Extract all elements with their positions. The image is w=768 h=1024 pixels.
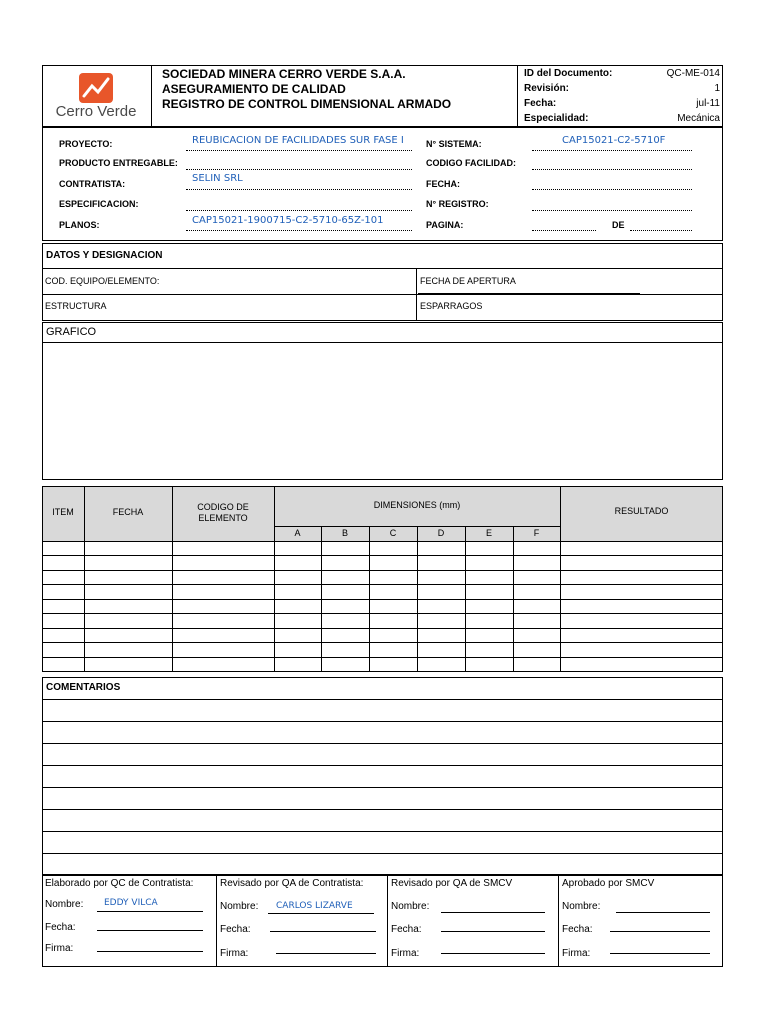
table-row[interactable] xyxy=(42,613,723,614)
comment-line[interactable] xyxy=(42,787,723,788)
col-codigo-header-2: ELEMENTO xyxy=(198,513,248,523)
planos-label: PLANOS: xyxy=(59,220,100,230)
col-fecha-header: FECHA xyxy=(112,507,144,517)
cod-equipo-label: COD. EQUIPO/ELEMENTO: xyxy=(45,276,160,286)
firma-label: Firma: xyxy=(220,948,249,959)
grafico-title: GRAFICO xyxy=(46,326,97,338)
signature-title: Revisado por QA de Contratista: xyxy=(220,878,364,889)
signature-title: Revisado por QA de SMCV xyxy=(391,878,513,889)
table-row[interactable] xyxy=(42,599,723,600)
proyecto-label: PROYECTO: xyxy=(59,139,113,149)
comment-line[interactable] xyxy=(42,721,723,722)
col-resultado-header: RESULTADO xyxy=(614,506,669,516)
col-codigo-header-1: CODIGO DE xyxy=(197,502,249,512)
esparragos-label: ESPARRAGOS xyxy=(420,301,483,311)
contratista-value[interactable]: SELIN SRL xyxy=(192,173,243,184)
fecha-line[interactable] xyxy=(441,931,545,932)
proyecto-value[interactable]: REUBICACION DE FACILIDADES SUR FASE I xyxy=(192,135,404,146)
table-row[interactable] xyxy=(42,584,723,585)
fecha-label: Fecha: xyxy=(220,924,251,935)
meta-id-value: QC-ME-014 xyxy=(666,68,720,79)
planos-value[interactable]: CAP15021-1900715-C2-5710-65Z-101 xyxy=(192,215,384,226)
firma-line[interactable] xyxy=(276,953,376,954)
sistema-value[interactable]: CAP15021-C2-5710F xyxy=(562,135,666,146)
table-row[interactable] xyxy=(42,657,723,658)
producto-entregable-label: PRODUCTO ENTREGABLE: xyxy=(59,158,178,168)
pagina-de-label: DE xyxy=(612,220,625,230)
comment-line[interactable] xyxy=(42,853,723,854)
company-logo xyxy=(46,70,146,122)
logo-text: Cerro Verde xyxy=(55,103,137,120)
fecha-line[interactable] xyxy=(610,931,710,932)
nombre-value[interactable]: EDDY VILCA xyxy=(104,898,158,908)
dim-a-header: A xyxy=(294,528,301,538)
table-row[interactable] xyxy=(42,555,723,556)
fecha-label: Fecha: xyxy=(391,924,422,935)
company-name: SOCIEDAD MINERA CERRO VERDE S.A.A. xyxy=(162,67,406,81)
nombre-label: Nombre: xyxy=(45,899,84,910)
nombre-label: Nombre: xyxy=(562,901,601,912)
fecha-line[interactable] xyxy=(97,930,203,931)
comment-line[interactable] xyxy=(42,699,723,700)
table-row[interactable] xyxy=(42,642,723,643)
nombre-line[interactable] xyxy=(616,912,710,913)
form-title: REGISTRO DE CONTROL DIMENSIONAL ARMADO xyxy=(162,97,452,111)
firma-line[interactable] xyxy=(97,951,203,952)
nombre-line[interactable] xyxy=(441,912,545,913)
fecha-label: Fecha: xyxy=(562,924,593,935)
contratista-label: CONTRATISTA: xyxy=(59,179,126,189)
firma-line[interactable] xyxy=(441,953,545,954)
meta-date-value: jul-11 xyxy=(696,98,720,109)
meta-revision-value: 1 xyxy=(714,83,720,94)
signature-title: Aprobado por SMCV xyxy=(562,878,655,889)
meta-date-label: Fecha: xyxy=(524,98,557,109)
datos-title: DATOS Y DESIGNACION xyxy=(46,250,163,261)
fecha-apertura-label: FECHA DE APERTURA xyxy=(420,276,516,286)
meta-id-label: ID del Documento: xyxy=(524,68,613,79)
col-dimensiones-header: DIMENSIONES (mm) xyxy=(373,500,461,510)
firma-label: Firma: xyxy=(562,948,591,959)
table-row[interactable] xyxy=(42,628,723,629)
department-name: ASEGURAMIENTO DE CALIDAD xyxy=(162,82,346,96)
sistema-label: N° SISTEMA: xyxy=(426,139,482,149)
comment-line[interactable] xyxy=(42,831,723,832)
dim-e-header: E xyxy=(485,528,492,538)
table-row[interactable] xyxy=(42,570,723,571)
nombre-label: Nombre: xyxy=(220,901,259,912)
nombre-label: Nombre: xyxy=(391,901,430,912)
especificacion-label: ESPECIFICACION: xyxy=(59,199,139,209)
signature-title: Elaborado por QC de Contratista: xyxy=(45,878,194,889)
grafico-drawing-area[interactable] xyxy=(43,343,722,479)
dim-d-header: D xyxy=(437,528,445,538)
fecha-label: FECHA: xyxy=(426,179,460,189)
meta-revision-label: Revisión: xyxy=(524,83,570,94)
pagina-label: PAGINA: xyxy=(426,220,464,230)
comment-line[interactable] xyxy=(42,765,723,766)
estructura-label: ESTRUCTURA xyxy=(45,301,107,311)
codigo-facilidad-label: CODIGO FACILIDAD: xyxy=(426,158,516,168)
dim-c-header: C xyxy=(389,528,397,538)
firma-label: Firma: xyxy=(45,943,74,954)
comment-line[interactable] xyxy=(42,809,723,810)
dim-b-header: B xyxy=(341,528,348,538)
registro-label: N° REGISTRO: xyxy=(426,199,489,209)
firma-line[interactable] xyxy=(610,953,710,954)
meta-specialty-value: Mecánica xyxy=(677,113,720,124)
col-item-header: ITEM xyxy=(52,507,74,517)
comentarios-frame xyxy=(42,677,723,875)
fecha-line[interactable] xyxy=(270,931,376,932)
meta-specialty-label: Especialidad: xyxy=(524,113,589,124)
dim-f-header: F xyxy=(533,528,540,538)
comment-line[interactable] xyxy=(42,743,723,744)
comentarios-title: COMENTARIOS xyxy=(46,682,121,693)
firma-label: Firma: xyxy=(391,948,420,959)
fecha-label: Fecha: xyxy=(45,922,76,933)
nombre-value[interactable]: CARLOS LIZARVE xyxy=(276,901,353,911)
